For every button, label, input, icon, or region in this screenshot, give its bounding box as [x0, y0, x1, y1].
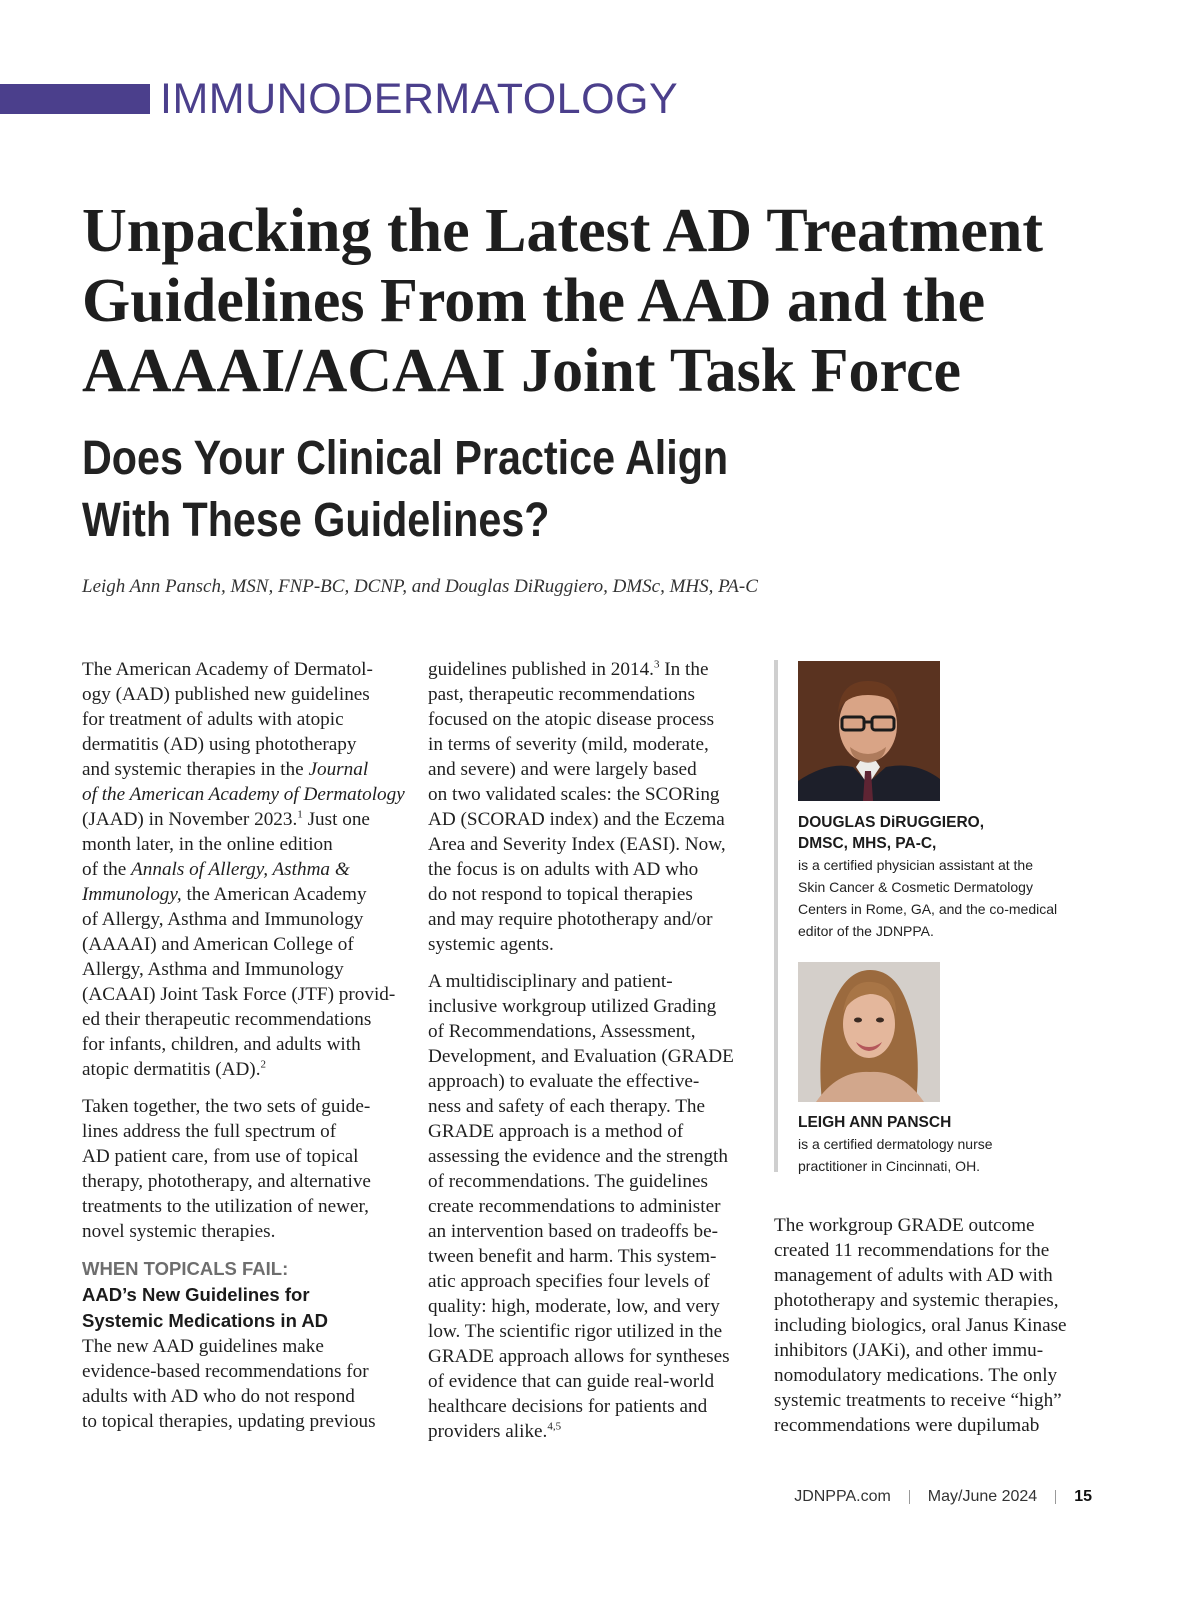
- text-run: providers alike.: [428, 1421, 548, 1442]
- text-run: the American Academy: [181, 884, 367, 905]
- paragraph: [82, 657, 404, 1082]
- author-photo-douglas: [798, 661, 940, 801]
- text-line: Taken together, the two sets of guide-: [82, 1096, 371, 1117]
- text-line: lines address the full spectrum of: [82, 1121, 337, 1142]
- section-heading-kicker: WHEN TOPICALS FAIL:: [82, 1258, 289, 1279]
- text-line: of evidence that can guide real-world: [428, 1371, 715, 1392]
- text-line: therapy, phototherapy, and alternative: [82, 1171, 371, 1192]
- bio-text-line: is a certified dermatology nurse: [798, 1136, 993, 1152]
- text-line: A multidisciplinary and patient-: [428, 971, 673, 992]
- text-line: recommendations were dupilumab: [774, 1415, 1040, 1436]
- text-line: nomodulatory medications. The only: [774, 1365, 1058, 1386]
- section-label: IMMUNODERMATOLOGY: [160, 75, 679, 123]
- text-line: assessing the evidence and the strength: [428, 1146, 728, 1167]
- text-line: treatments to the utilization of newer,: [82, 1196, 369, 1217]
- citation-marker: 3: [653, 658, 660, 671]
- author-bio-douglas: [798, 812, 1098, 942]
- author-name: DOUGLAS DiRUGGIERO,: [798, 814, 985, 831]
- text-line: management of adults with AD with: [774, 1265, 1053, 1286]
- body-column-1: [82, 657, 404, 1446]
- text-line: AD patient care, from use of topical: [82, 1146, 359, 1167]
- paragraph: [774, 1213, 1104, 1438]
- citation-marker: 2: [260, 1058, 266, 1071]
- text-line: tween benefit and harm. This system-: [428, 1246, 717, 1267]
- article-subtitle-line: With These Guidelines?: [82, 494, 550, 547]
- text-run: Just one: [302, 809, 370, 830]
- journal-name: Immunology,: [82, 884, 182, 905]
- journal-name: Annals of Allergy, Asthma &: [131, 859, 350, 880]
- body-column-2: [428, 657, 750, 1456]
- text-line: adults with AD who do not respond: [82, 1386, 355, 1407]
- bio-text-line: is a certified physician assistant at the: [798, 857, 1034, 873]
- article-title-line: Guidelines From the AAD and the: [82, 267, 986, 335]
- text-line: [82, 857, 404, 882]
- text-line: The new AAD guidelines make: [82, 1336, 324, 1357]
- text-line: phototherapy and systemic therapies,: [774, 1290, 1059, 1311]
- footer-divider: [1055, 1490, 1056, 1504]
- text-line: do not respond to topical therapies: [428, 884, 693, 905]
- bio-text-line: Centers in Rome, GA, and the co-medical: [798, 901, 1058, 917]
- text-line: systemic agents.: [428, 934, 554, 955]
- text-line: [82, 1057, 404, 1082]
- text-line: (ACAAI) Joint Task Force (JTF) provid-: [82, 984, 396, 1005]
- journal-name: Journal: [308, 759, 369, 780]
- text-line: the focus is on adults with AD who: [428, 859, 699, 880]
- section-heading-line: AAD’s New Guidelines for: [82, 1284, 310, 1305]
- text-line: [82, 807, 404, 832]
- text-line: ogy (AAD) published new guidelines: [82, 684, 370, 705]
- text-line: The workgroup GRADE outcome: [774, 1215, 1035, 1236]
- footer-issue: May/June 2024: [927, 1488, 1038, 1505]
- text-line: ness and safety of each therapy. The: [428, 1096, 706, 1117]
- paragraph: [428, 657, 750, 957]
- text-line: atic approach specifies four levels of: [428, 1271, 710, 1292]
- portrait-woman-image: [798, 962, 940, 1102]
- text-run: guidelines published in 2014.: [428, 659, 654, 680]
- text-line: (AAAAI) and American College of: [82, 934, 354, 955]
- article-title-line: AAAAI/ACAAI Joint Task Force: [82, 337, 961, 405]
- footer-divider: [909, 1490, 910, 1504]
- author-byline: Leigh Ann Pansch, MSN, FNP-BC, DCNP, and Douglas DiRuggiero, DMSc, MHS, PA-C: [82, 576, 758, 597]
- journal-name: of the American Academy of Dermatology: [82, 784, 405, 805]
- article-title-line: Unpacking the Latest AD Treatment: [82, 197, 1043, 265]
- text-line: [82, 757, 404, 782]
- text-line: month later, in the online edition: [82, 834, 333, 855]
- text-line: inclusive workgroup utilized Grading: [428, 996, 717, 1017]
- text-line: of Recommendations, Assessment,: [428, 1021, 696, 1042]
- page-footer: [794, 1488, 1092, 1506]
- text-line: created 11 recommendations for the: [774, 1240, 1050, 1261]
- text-line: novel systemic therapies.: [82, 1221, 276, 1242]
- text-line: systemic treatments to receive “high”: [774, 1390, 1062, 1411]
- text-line: on two validated scales: the SCORing: [428, 784, 720, 805]
- text-line: past, therapeutic recommendations: [428, 684, 695, 705]
- paragraph: [82, 1334, 404, 1434]
- footer-site: JDNPPA.com: [794, 1488, 891, 1505]
- text-line: dermatitis (AD) using phototherapy: [82, 734, 357, 755]
- text-line: Allergy, Asthma and Immunology: [82, 959, 344, 980]
- section-color-bar: [0, 84, 150, 114]
- text-line: including biologics, oral Janus Kinase: [774, 1315, 1067, 1336]
- text-line: of Allergy, Asthma and Immunology: [82, 909, 364, 930]
- text-line: create recommendations to administer: [428, 1196, 721, 1217]
- article-subtitle-line: Does Your Clinical Practice Align: [82, 432, 729, 485]
- text-line: GRADE approach is a method of: [428, 1121, 684, 1142]
- text-line: and may require phototherapy and/or: [428, 909, 713, 930]
- text-line: an intervention based on tradeoffs be-: [428, 1221, 719, 1242]
- text-line: ed their therapeutic recommendations: [82, 1009, 372, 1030]
- text-run: In the: [659, 659, 709, 680]
- portrait-man-image: [798, 661, 940, 801]
- page-number: 15: [1074, 1488, 1092, 1505]
- bio-text-line: practitioner in Cincinnati, OH.: [798, 1158, 981, 1174]
- text-run: of the: [82, 859, 132, 880]
- text-run: (JAAD) in November 2023.: [82, 809, 298, 830]
- text-line: healthcare decisions for patients and: [428, 1396, 708, 1417]
- citation-marker: 1: [297, 808, 303, 821]
- text-line: AD (SCORAD index) and the Eczema: [428, 809, 725, 830]
- text-line: focused on the atopic disease process: [428, 709, 715, 730]
- text-line: Area and Severity Index (EASI). Now,: [428, 834, 726, 855]
- text-line: [82, 882, 404, 907]
- text-line: approach) to evaluate the effective-: [428, 1071, 700, 1092]
- article-title: [82, 196, 1142, 406]
- text-line: in terms of severity (mild, moderate,: [428, 734, 709, 755]
- text-line: of recommendations. The guidelines: [428, 1171, 708, 1192]
- author-credentials: DMSC, MHS, PA-C,: [798, 835, 937, 852]
- author-bio-leigh-ann: [798, 1112, 1098, 1177]
- text-line: and severe) and were largely based: [428, 759, 697, 780]
- text-run: atopic dermatitis (AD).: [82, 1059, 261, 1080]
- body-column-3: [774, 1213, 1104, 1450]
- paragraph: [82, 1094, 404, 1244]
- paragraph: [428, 969, 750, 1444]
- article-subtitle: [82, 428, 770, 552]
- text-line: to topical therapies, updating previous: [82, 1411, 376, 1432]
- text-line: inhibitors (JAKi), and other immu-: [774, 1340, 1044, 1361]
- citation-marker: 4,5: [547, 1420, 562, 1433]
- section-heading-line: Systemic Medications in AD: [82, 1310, 329, 1331]
- sidebar-rule: [774, 660, 778, 1172]
- author-name: LEIGH ANN PANSCH: [798, 1114, 952, 1131]
- section-heading: [82, 1256, 404, 1334]
- text-line: Development, and Evaluation (GRADE: [428, 1046, 734, 1067]
- text-line: GRADE approach allows for syntheses: [428, 1346, 730, 1367]
- text-line: [428, 1419, 750, 1444]
- text-line: for treatment of adults with atopic: [82, 709, 344, 730]
- text-run: and systemic therapies in the: [82, 759, 309, 780]
- text-line: evidence-based recommendations for: [82, 1361, 369, 1382]
- text-line: [428, 657, 750, 682]
- text-line: [82, 782, 404, 807]
- text-line: The American Academy of Dermatol-: [82, 659, 373, 680]
- bio-text-line: editor of the JDNPPA.: [798, 923, 934, 939]
- text-line: low. The scientific rigor utilized in the: [428, 1321, 723, 1342]
- author-photo-leigh-ann: [798, 962, 940, 1102]
- bio-text-line: Skin Cancer & Cosmetic Dermatology: [798, 879, 1033, 895]
- text-line: for infants, children, and adults with: [82, 1034, 361, 1055]
- text-line: quality: high, moderate, low, and very: [428, 1296, 720, 1317]
